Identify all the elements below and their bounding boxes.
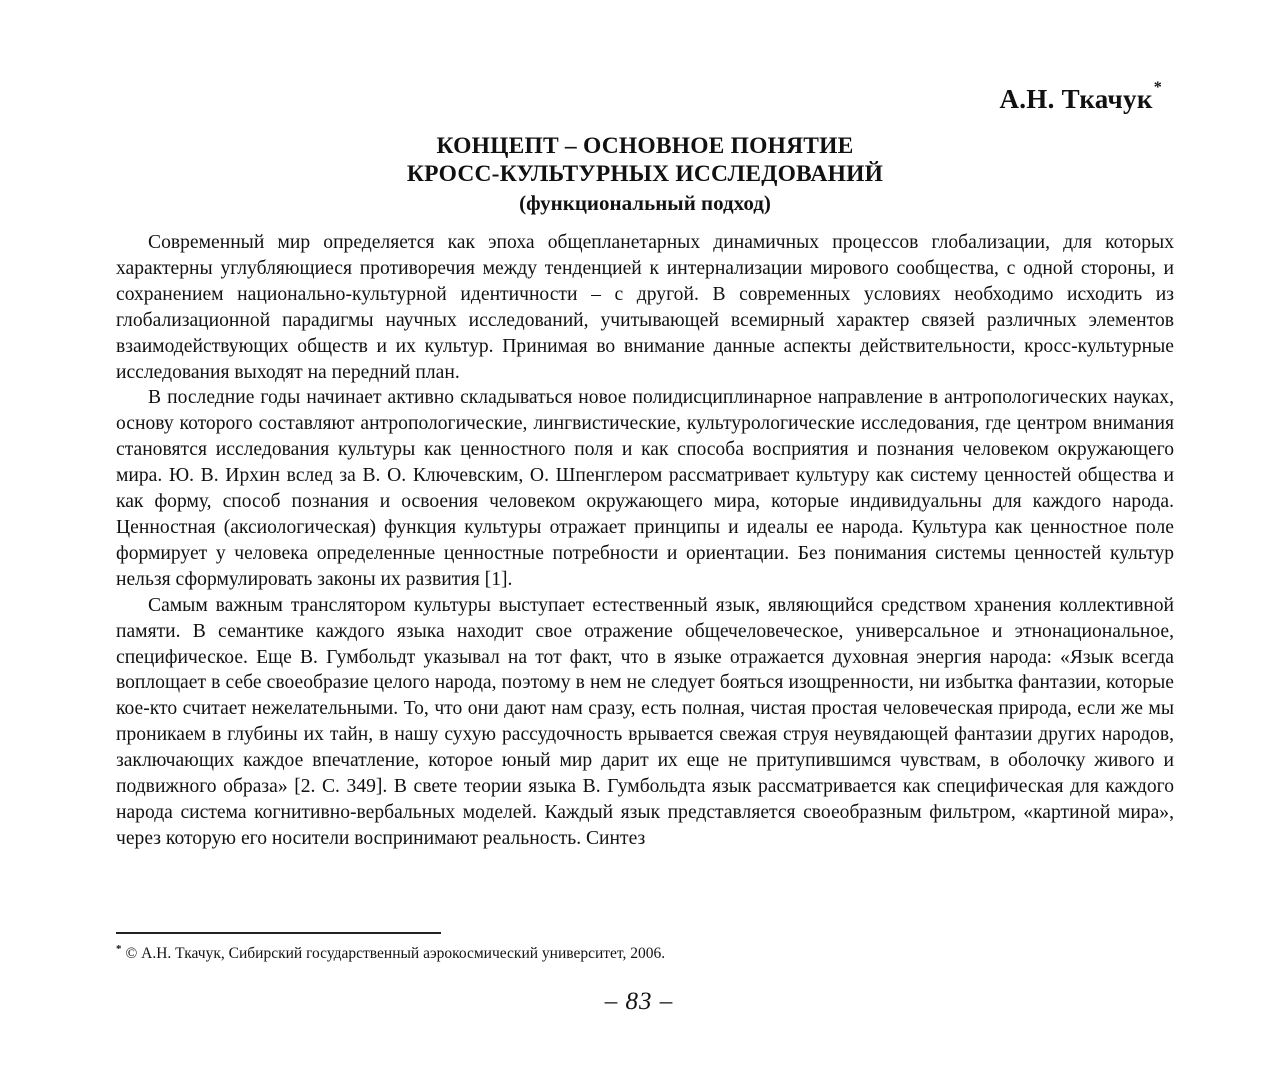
paragraph-2: В последние годы начинает активно складываться новое полидисциплинарное направление в антропологических науках, основу которого составляют антропологические, лингвистические, культурологические исследования, где центром внимания становятся исследования культуры как ценностного поля и как способа восприятия и познания человеком окружающего мира. Ю. В. Ирхин вслед за В. О. Ключевским, О. Шпенглером рассматривает культуру как систему ценностей общества и как форму, способ познания и освоения человеком окружающего мира, которые индивидуальны для каждого народа. Ценностная (аксиологическая) функция культуры отражает принципы и идеалы ее народа. Культура как ценностное поле формирует у человека определенные ценностные потребности и ориентации. Без понимания системы ценностей культур нельзя сформулировать законы их развития [1]. <box>116 387 1174 590</box>
page-number: – 83 – <box>604 988 674 1015</box>
author-footnote-mark: * <box>1153 79 1162 96</box>
footnote-mark: * <box>116 943 122 955</box>
article-title <box>116 132 1174 218</box>
footnote-text: © А.Н. Ткачук, Сибирский государственный аэрокосмический университет, 2006. <box>125 945 666 962</box>
footnote <box>116 944 665 965</box>
article-body <box>116 230 1174 852</box>
title-line-2: КРОСС-КУЛЬТУРНЫХ ИССЛЕДОВАНИЙ <box>406 161 884 187</box>
author-name <box>999 79 1162 115</box>
footnote-divider <box>116 932 441 934</box>
article-subtitle: (функциональный подход) <box>519 191 771 215</box>
author-text: А.Н. Ткачук <box>999 84 1153 114</box>
title-line-1: КОНЦЕПТ – ОСНОВНОЕ ПОНЯТИЕ <box>436 133 854 159</box>
paragraph-3: Самым важным транслятором культуры выступает естественный язык, являющийся средством хранения коллективной памяти. В семантике каждого языка находит свое отражение общечеловеческое, универсальное и этнонациональное, специфическое. Еще В. Гумбольдт указывал на тот факт, что в языке отражается духовная энергия народа: «Язык всегда воплощает в себе своеобразие целого народа, поэтому в нем не следует бояться изощренности, ни избытка фантазии, которые кое-кто считает нежелательными. То, что они дают нам сразу, есть полная, чистая простая человеческая природа, если же мы проникаем в глубины их тайн, в нашу сухую рассудочность врывается свежая струя неувядающей фантазии других народов, заключающих каждое впечатление, которое юный мир дарит их еще не притупившимся чувствам, в оболочку живого и подвижного образа» [2. С. 349]. В свете теории языка В. Гумбольдта язык рассматривается как специфическая для каждого народа система когнитивно-вербальных моделей. Каждый язык представляется своеобразным фильтром, «картиной мира», через которую его носители воспринимают реальность. Синтез <box>116 594 1174 849</box>
paragraph-1: Современный мир определяется как эпоха общепланетарных динамичных процессов глобализации, для которых характерны углубляющиеся противоречия между тенденцией к интернализации мирового сообщества, с одной стороны, и сохранением национально-культурной идентичности – с другой. В современных условиях необходимо исходить из глобализационной парадигмы научных исследований, учитывающей всемирный характер связей различных элементов взаимодействующих обществ и их культур. Принимая во внимание данные аспекты действительности, кросс-культурные исследования выходят на передний план. <box>116 232 1174 383</box>
